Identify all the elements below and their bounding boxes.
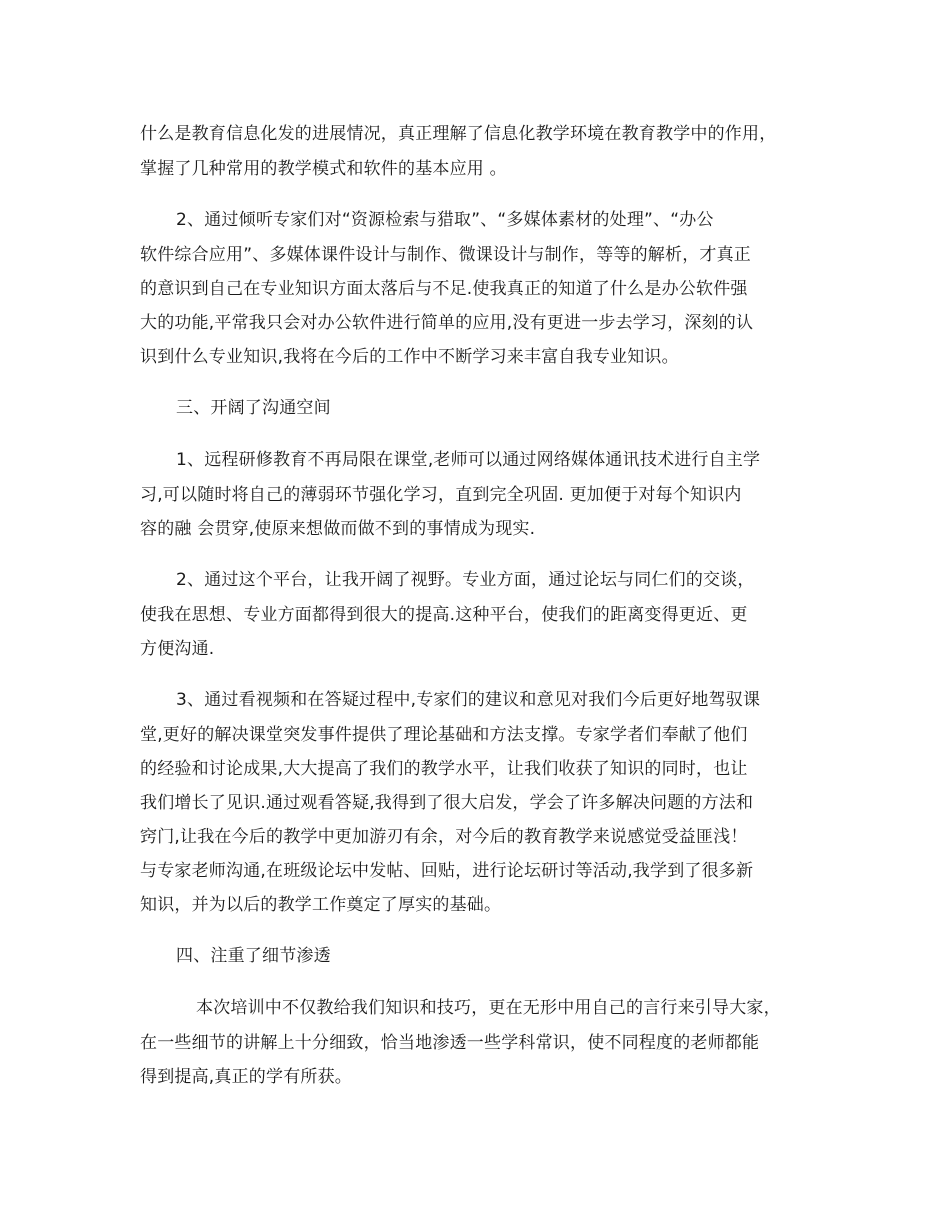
paragraph-4-line: 本次培训中不仅教给我们知识和技巧，更在无形中用自己的言行来引导大家， — [196, 998, 781, 1018]
text-line: 我们增长了见识.通过观看答疑,我得到了很大启发，学会了许多解决问题的方法和 — [140, 793, 754, 813]
section-heading-4: 四、注重了细节渗透 — [176, 946, 331, 966]
paragraph-3-1-line: 1、远程研修教育不再局限在课堂,老师可以通过网络媒体通讯技术进行自主学 — [176, 450, 761, 470]
text-line: 堂,更好的解决课堂突发事件提供了理论基础和方法支撑。专家学者们奉献了他们 — [140, 725, 748, 745]
text-line: 什么是教育信息化发的进展情况，真正理解了信息化教学环境在教育教学中的作用， — [140, 124, 777, 144]
text-line: 在一些细节的讲解上十分细致，恰当地渗透一些学科常识，使不同程度的老师都能 — [140, 1033, 760, 1053]
text-line: 习,可以随时将自己的薄弱环节强化学习，直到完全巩固. 更加便于对每个知识内 — [140, 485, 742, 505]
text-line: 掌握了几种常用的教学模式和软件的基本应用 。 — [140, 159, 507, 179]
section-heading-3: 三、开阔了沟通空间 — [176, 398, 331, 418]
text-line: 得到提高,真正的学有所获。 — [140, 1067, 353, 1087]
text-line: 的经验和讨论成果,大大提高了我们的教学水平，让我们收获了知识的同时，也让 — [140, 759, 748, 779]
paragraph-3-2-line: 2、通过这个平台，让我开阔了视野。专业方面，通过论坛与同仁们的交谈， — [176, 570, 755, 590]
text-line: 使我在思想、专业方面都得到很大的提高.这种平台，使我们的距离变得更近、更 — [140, 605, 748, 625]
text-line: 方便沟通. — [140, 639, 215, 659]
text-line: 与专家老师沟通,在班级论坛中发帖、回贴，进行论坛研讨等活动,我学到了很多新 — [140, 861, 754, 881]
paragraph-3-3-line: 3、通过看视频和在答疑过程中,专家们的建议和意见对我们今后更好地驾驭课 — [176, 690, 761, 710]
text-line: 容的融 会贯穿,使原来想做而做不到的事情成为现实. — [140, 519, 536, 539]
text-line: 知识，并为以后的教学工作奠定了厚实的基础。 — [140, 895, 502, 915]
text-line: 的意识到自己在专业知识方面太落后与不足.使我真正的知道了什么是办公软件强 — [140, 279, 748, 299]
text-line: 窍门,让我在今后的教学中更加游刃有余，对今后的教育教学来说感觉受益匪浅！ — [140, 827, 748, 847]
text-line: 软件综合应用”、多媒体课件设计与制作、微课设计与制作，等等的解析，才真正 — [140, 245, 752, 265]
text-line: 识到什么专业知识,我将在今后的工作中不断学习来丰富自我专业知识。 — [140, 347, 679, 367]
text-line: 大的功能,平常我只会对办公软件进行简单的应用,没有更进一步去学习，深刻的认 — [140, 313, 754, 333]
paragraph-2-line: 2、通过倾听专家们对“资源检索与猎取”、“多媒体素材的处理”、“办公 — [176, 210, 714, 230]
